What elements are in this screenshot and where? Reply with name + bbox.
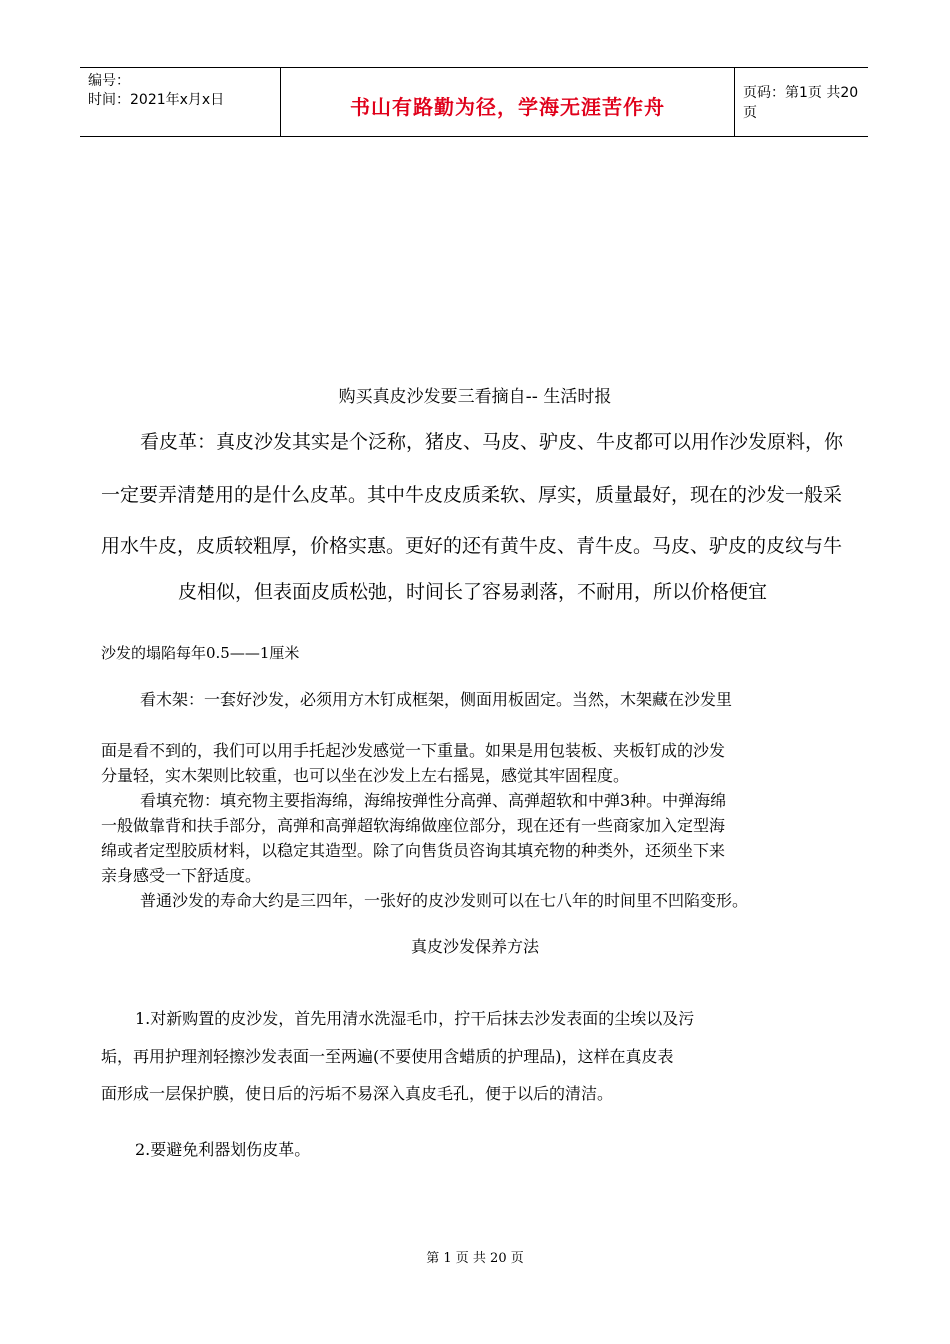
- leather-line-1: 看皮革：真皮沙发其实是个泛称，猪皮、马皮、驴皮、牛皮都可以用作沙发原料，你: [140, 431, 844, 453]
- care-item-1-line-2: 垢，再用护理剂轻擦沙发表面一至两遍(不要使用含蜡质的护理品)，这样在真皮表: [101, 1047, 674, 1066]
- page-number-label: 页码：第1页 共20页: [743, 85, 859, 121]
- section-title: 真皮沙发保养方法: [410, 937, 539, 956]
- frame-line-3: 分量轻，实木架则比较重，也可以坐在沙发上左右摇晃，感觉其牢固程度。: [101, 766, 630, 785]
- filling-line-4: 亲身感受一下舒适度。: [101, 866, 262, 885]
- filling-line-1: 看填充物：填充物主要指海绵，海绵按弹性分高弹、高弹超软和中弹3种。中弹海绵: [140, 791, 727, 810]
- leather-line-3: 用水牛皮，皮质较粗厚，价格实惠。更好的还有黄牛皮、青牛皮。马皮、驴皮的皮纹与牛: [101, 535, 843, 557]
- motto: 书山有路勤为径，学海无涯苦作舟: [350, 94, 665, 119]
- frame-line-2: 面是看不到的，我们可以用手托起沙发感觉一下重量。如果是用包装板、夹板钉成的沙发: [101, 741, 726, 760]
- page-footer: 第 1 页 共 20 页: [426, 1251, 524, 1266]
- filling-line-2: 一般做靠背和扶手部分，高弹和高弹超软海绵做座位部分，现在还有一些商家加入定型海: [101, 816, 726, 835]
- care-item-2: 2.要避免利器划伤皮革。: [135, 1140, 311, 1159]
- header-page-cell: [735, 68, 868, 136]
- leather-line-2: 一定要弄清楚用的是什么皮革。其中牛皮皮质柔软、厚实，质量最好，现在的沙发一般采: [101, 484, 843, 506]
- header-motto-cell: [281, 68, 735, 136]
- page-header: [80, 67, 868, 137]
- time-label: 时间：2021年x月x日: [88, 92, 225, 108]
- care-item-1-line-3: 面形成一层保护膜，使日后的污垢不易深入真皮毛孔，便于以后的清洁。: [101, 1084, 614, 1103]
- article-title: 购买真皮沙发要三看摘自-- 生活时报: [338, 387, 612, 407]
- header-info-cell: [80, 68, 281, 136]
- number-label: 编号：: [88, 73, 130, 89]
- care-item-1-line-1: 1.对新购置的皮沙发，首先用清水洗湿毛巾，拧干后抹去沙发表面的尘埃以及污: [135, 1009, 695, 1028]
- frame-line-1: 看木架：一套好沙发，必须用方木钉成框架，侧面用板固定。当然，木架藏在沙发里: [140, 690, 733, 709]
- filling-line-3: 绵或者定型胶质材料，以稳定其造型。除了向售货员咨询其填充物的种类外，还须坐下来: [101, 841, 726, 860]
- sag-note: 沙发的塌陷每年0.5——1厘米: [101, 644, 300, 662]
- leather-line-4: 皮相似，但表面皮质松弛，时间长了容易剥落，不耐用，所以价格便宜: [178, 581, 768, 603]
- lifespan-text: 普通沙发的寿命大约是三四年，一张好的皮沙发则可以在七八年的时间里不凹陷变形。: [140, 891, 749, 910]
